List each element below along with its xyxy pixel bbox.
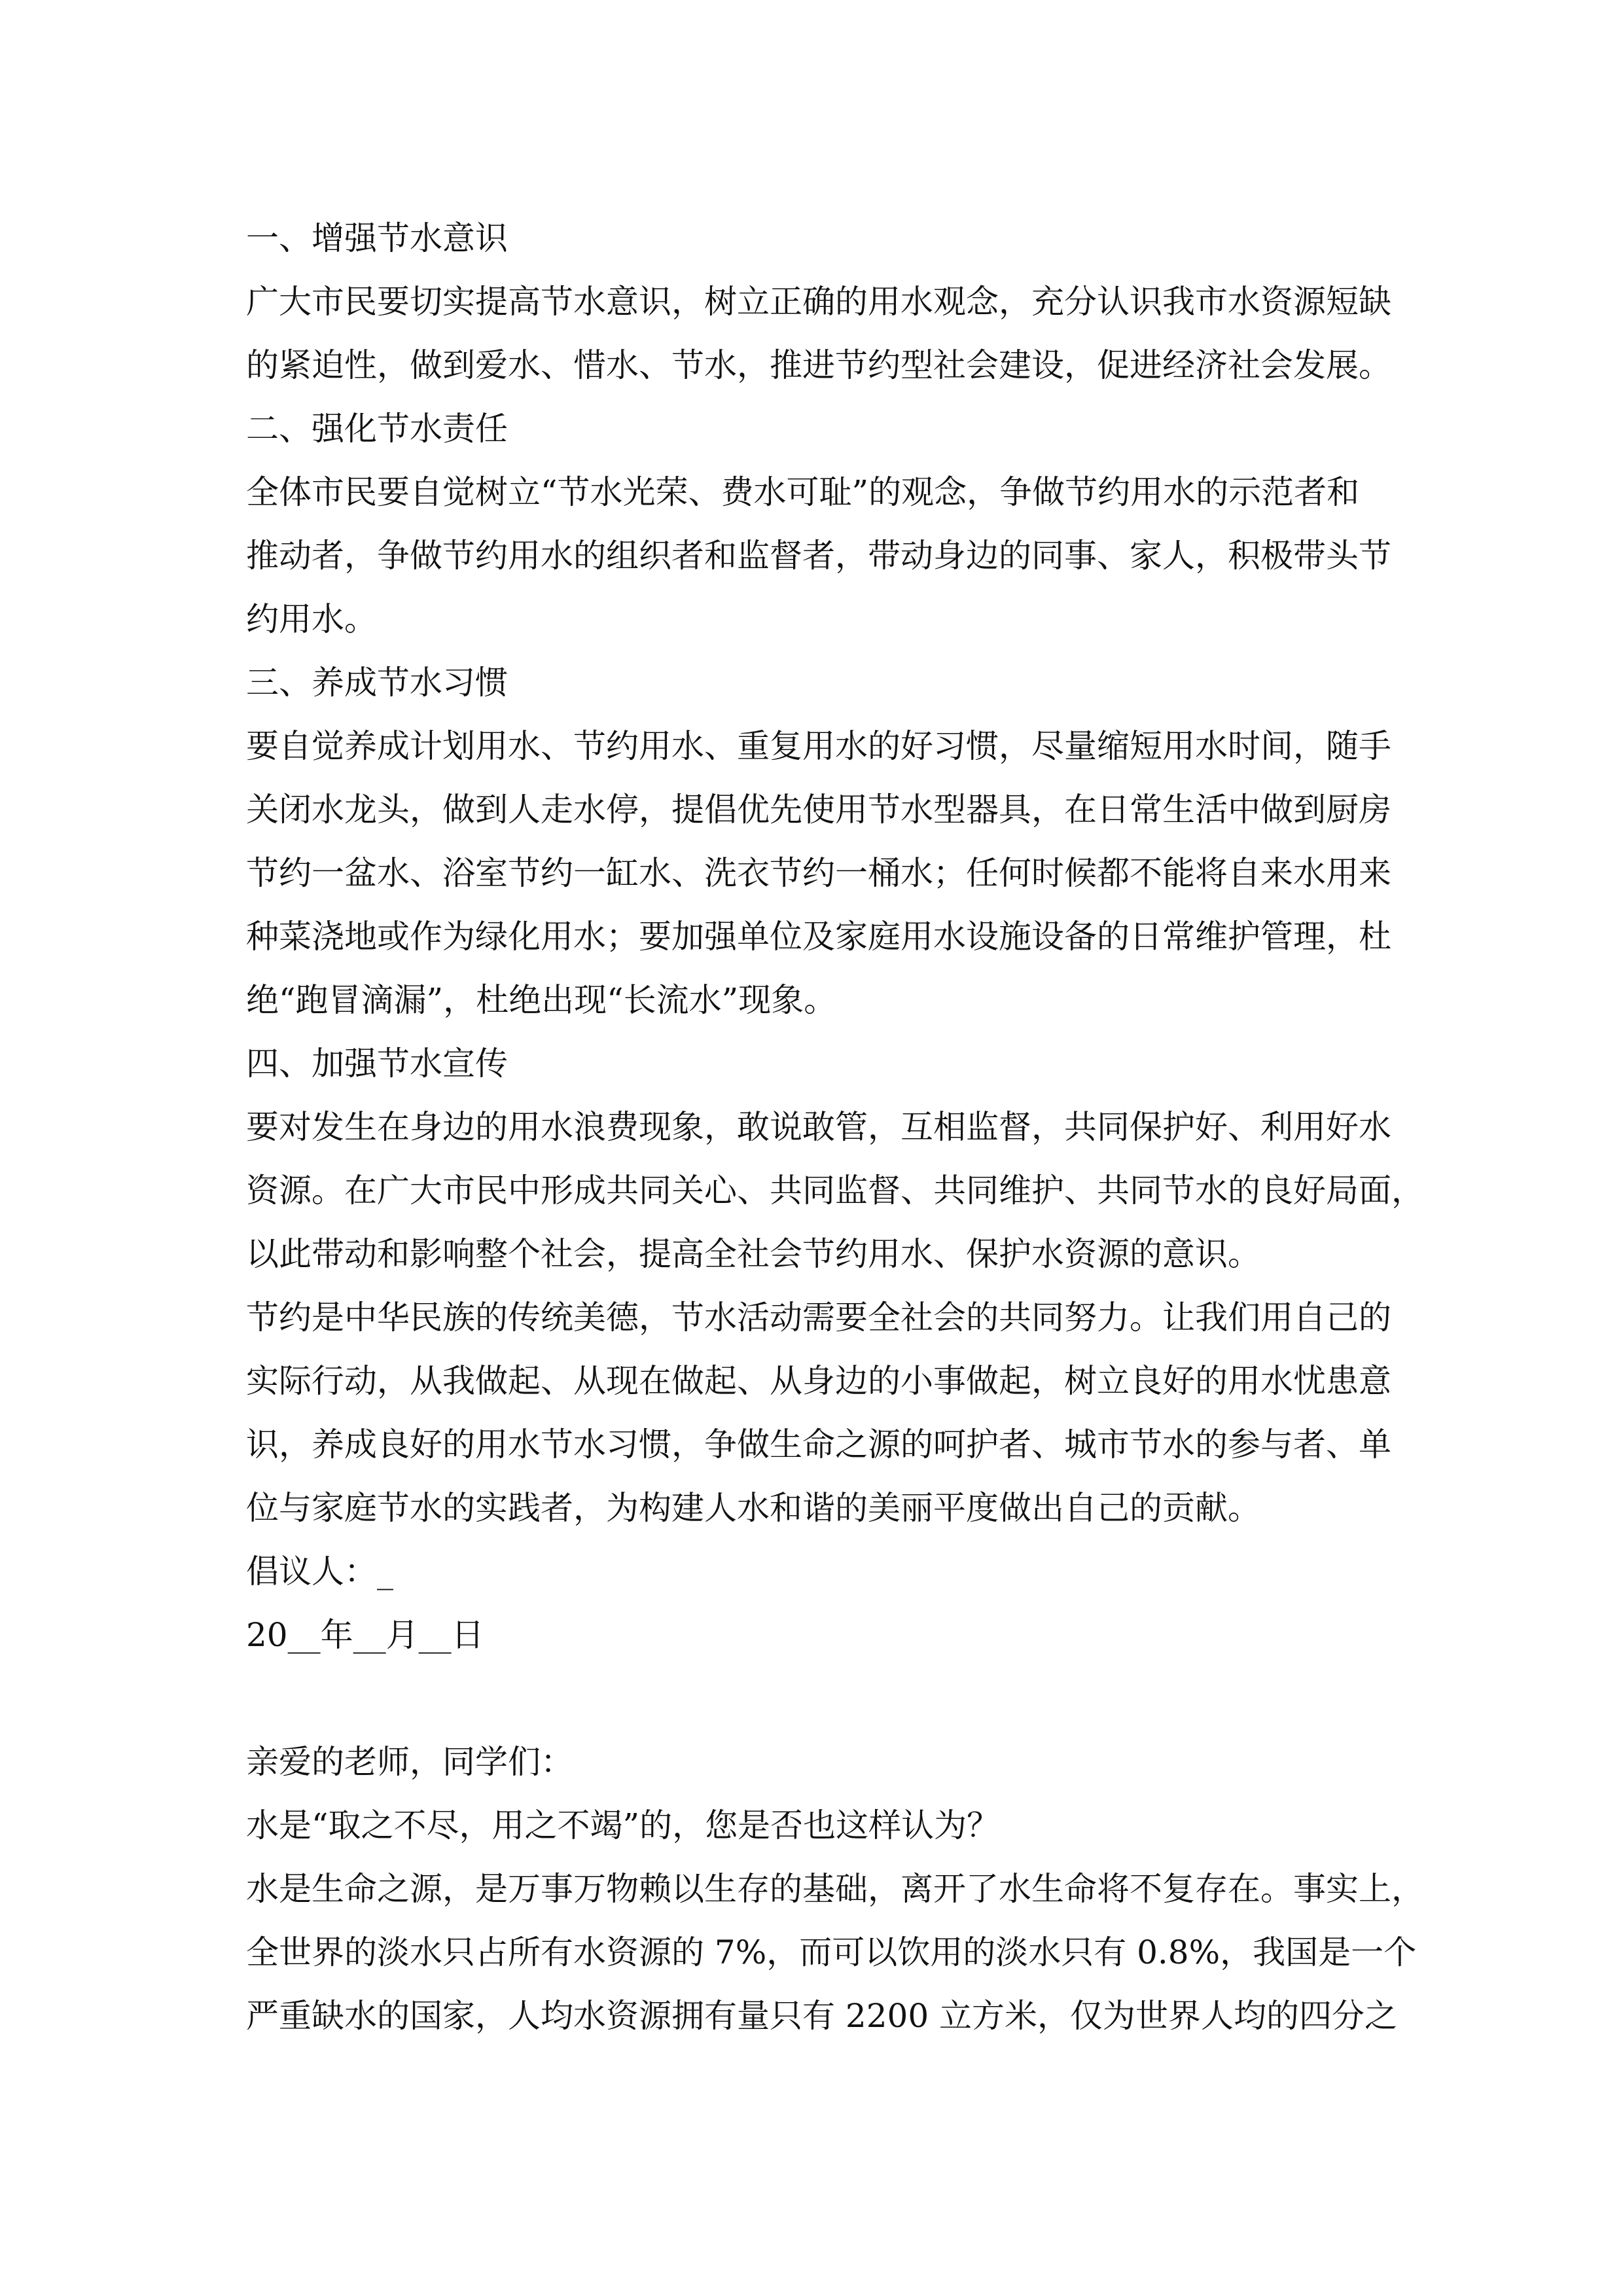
paragraph-line: 要对发生在身边的用水浪费现象，敢说敢管，互相监督，共同保护好、利用好水 xyxy=(246,1108,1391,1146)
date-line: 20__年__月__日 xyxy=(246,1616,484,1654)
paragraph-line: 推动者，争做节约用水的组织者和监督者，带动身边的同事、家人，积极带头节 xyxy=(246,537,1391,575)
paragraph-line: 识，养成良好的用水节水习惯，争做生命之源的呵护者、城市节水的参与者、单 xyxy=(246,1426,1391,1463)
paragraph-line: 资源。在广大市民中形成共同关心、共同监督、共同维护、共同节水的良好局面， xyxy=(246,1172,1424,1210)
paragraph-line: 关闭水龙头，做到人走水停，提倡优先使用节水型器具，在日常生活中做到厨房 xyxy=(246,791,1391,829)
paragraph-line: 位与家庭节水的实践者，为构建人水和谐的美丽平度做出自己的贡献。 xyxy=(246,1489,1260,1527)
greeting-line: 亲爱的老师，同学们： xyxy=(246,1743,573,1781)
section-heading-2: 二、强化节水责任 xyxy=(246,410,508,448)
paragraph-line: 广大市民要切实提高节水意识，树立正确的用水观念，充分认识我市水资源短缺 xyxy=(246,283,1391,321)
initiator-line: 倡议人：_ xyxy=(246,1552,393,1590)
section-heading-1: 一、增强节水意识 xyxy=(246,219,508,257)
paragraph-line: 实际行动，从我做起、从现在做起、从身边的小事做起，树立良好的用水忧患意 xyxy=(246,1362,1391,1400)
document-body xyxy=(246,207,1424,2048)
paragraph-line: 节约是中华民族的传统美德，节水活动需要全社会的共同努力。让我们用自己的 xyxy=(246,1299,1391,1336)
paragraph-line: 水是生命之源，是万事万物赖以生存的基础，离开了水生命将不复存在。事实上， xyxy=(246,1870,1424,1908)
section-heading-3: 三、养成节水习惯 xyxy=(246,664,508,702)
paragraph-line: 以此带动和影响整个社会，提高全社会节约用水、保护水资源的意识。 xyxy=(246,1235,1260,1273)
paragraph-line: 约用水。 xyxy=(246,600,377,638)
paragraph-line: 节约一盆水、浴室节约一缸水、洗衣节约一桶水；任何时候都不能将自来水用来 xyxy=(246,854,1391,892)
paragraph-line: 种菜浇地或作为绿化用水；要加强单位及家庭用水设施设备的日常维护管理，杜 xyxy=(246,918,1391,956)
blank-line xyxy=(246,1667,1398,1731)
paragraph-line: 全世界的淡水只占所有水资源的 7%，而可以饮用的淡水只有 0.8%，我国是一个 xyxy=(246,1933,1417,1971)
paragraph-line: 的紧迫性，做到爱水、惜水、节水，推进节约型社会建设，促进经济社会发展。 xyxy=(246,346,1391,384)
paragraph-line: 全体市民要自觉树立“节水光荣、费水可耻”的观念，争做节约用水的示范者和 xyxy=(246,473,1360,511)
paragraph-line: 严重缺水的国家，人均水资源拥有量只有 2200 立方米，仅为世界人均的四分之 xyxy=(246,1997,1398,2035)
section-heading-4: 四、加强节水宣传 xyxy=(246,1045,508,1083)
paragraph-line: 绝“跑冒滴漏”，杜绝出现“长流水”现象。 xyxy=(246,981,837,1019)
paragraph-line: 水是“取之不尽，用之不竭”的，您是否也这样认为？ xyxy=(246,1806,1000,1844)
paragraph-line: 要自觉养成计划用水、节约用水、重复用水的好习惯，尽量缩短用水时间，随手 xyxy=(246,727,1391,765)
